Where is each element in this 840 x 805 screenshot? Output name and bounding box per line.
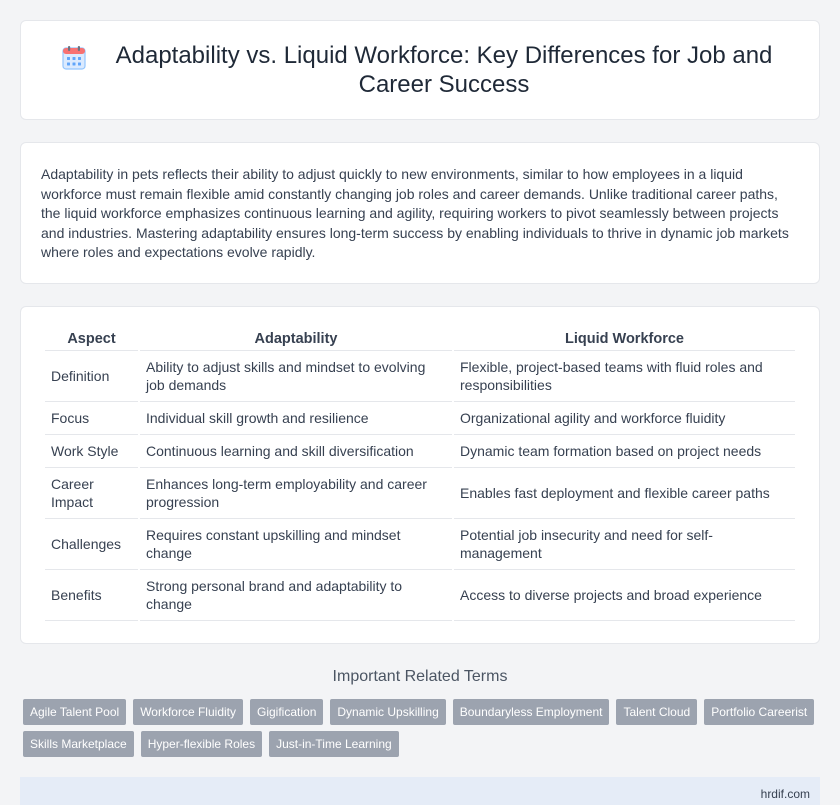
table-row xyxy=(45,468,795,519)
table-row xyxy=(45,519,795,570)
page-title: Adaptability vs. Liquid Workforce: Key Differences for Job and Career Success xyxy=(115,42,773,98)
row-liquid-workforce: Potential job insecurity and need for self-management xyxy=(454,519,795,570)
row-aspect: Challenges xyxy=(45,519,138,570)
table-header-row xyxy=(45,327,795,351)
row-adaptability: Continuous learning and skill diversification xyxy=(140,435,452,468)
header-liquid-workforce: Liquid Workforce xyxy=(454,327,795,351)
row-liquid-workforce: Dynamic team formation based on project needs xyxy=(454,435,795,468)
tag-just-in-time-learning[interactable]: Just-in-Time Learning xyxy=(269,731,399,757)
footer xyxy=(20,777,820,805)
tag-workforce-fluidity[interactable]: Workforce Fluidity xyxy=(133,699,243,725)
row-liquid-workforce: Access to diverse projects and broad experience xyxy=(454,570,795,621)
header-aspect: Aspect xyxy=(45,327,138,351)
tag-skills-marketplace[interactable]: Skills Marketplace xyxy=(23,731,134,757)
table-row xyxy=(45,570,795,621)
tag-hyper-flexible-roles[interactable]: Hyper-flexible Roles xyxy=(141,731,262,757)
related-terms-section xyxy=(20,668,820,757)
row-aspect: Work Style xyxy=(45,435,138,468)
row-aspect: Career Impact xyxy=(45,468,138,519)
tag-portfolio-careerist[interactable]: Portfolio Careerist xyxy=(704,699,814,725)
tag-gigification[interactable]: Gigification xyxy=(250,699,323,725)
header-card xyxy=(20,20,820,120)
intro-paragraph: Adaptability in pets reflects their ability to adjust quickly to new environments, similar to how employees in a liquid workforce must remain flexible amid constantly changing job roles and career demands. Unlike traditional career paths, the liquid workforce emphasizes continuous learning and agility, requiring workers to pivot seamlessly between projects and industries. Mastering adaptability ensures long-term success by enabling individuals to thrive in dynamic job markets where roles and expectations evolve rapidly. xyxy=(41,166,789,261)
footer-site-link[interactable]: hrdif.com xyxy=(760,786,810,801)
row-adaptability: Strong personal brand and adaptability to change xyxy=(140,570,452,621)
tag-boundaryless-employment[interactable]: Boundaryless Employment xyxy=(453,699,610,725)
row-liquid-workforce: Enables fast deployment and flexible career paths xyxy=(454,468,795,519)
header-adaptability: Adaptability xyxy=(140,327,452,351)
calendar-icon xyxy=(61,45,87,71)
related-terms-tags xyxy=(20,699,820,757)
row-aspect: Definition xyxy=(45,351,138,402)
table-row xyxy=(45,435,795,468)
row-adaptability: Enhances long-term employability and career progression xyxy=(140,468,452,519)
row-aspect: Benefits xyxy=(45,570,138,621)
row-adaptability: Requires constant upskilling and mindset change xyxy=(140,519,452,570)
row-aspect: Focus xyxy=(45,402,138,435)
tag-talent-cloud[interactable]: Talent Cloud xyxy=(616,699,697,725)
comparison-table xyxy=(43,327,797,621)
tag-dynamic-upskilling[interactable]: Dynamic Upskilling xyxy=(330,699,445,725)
intro-card xyxy=(20,142,820,284)
row-liquid-workforce: Flexible, project-based teams with fluid roles and responsibilities xyxy=(454,351,795,402)
comparison-table-card xyxy=(20,306,820,644)
row-liquid-workforce: Organizational agility and workforce fluidity xyxy=(454,402,795,435)
related-terms-title: Important Related Terms xyxy=(332,667,508,685)
table-row xyxy=(45,402,795,435)
table-row xyxy=(45,351,795,402)
row-adaptability: Individual skill growth and resilience xyxy=(140,402,452,435)
tag-agile-talent-pool[interactable]: Agile Talent Pool xyxy=(23,699,126,725)
row-adaptability: Ability to adjust skills and mindset to evolving job demands xyxy=(140,351,452,402)
